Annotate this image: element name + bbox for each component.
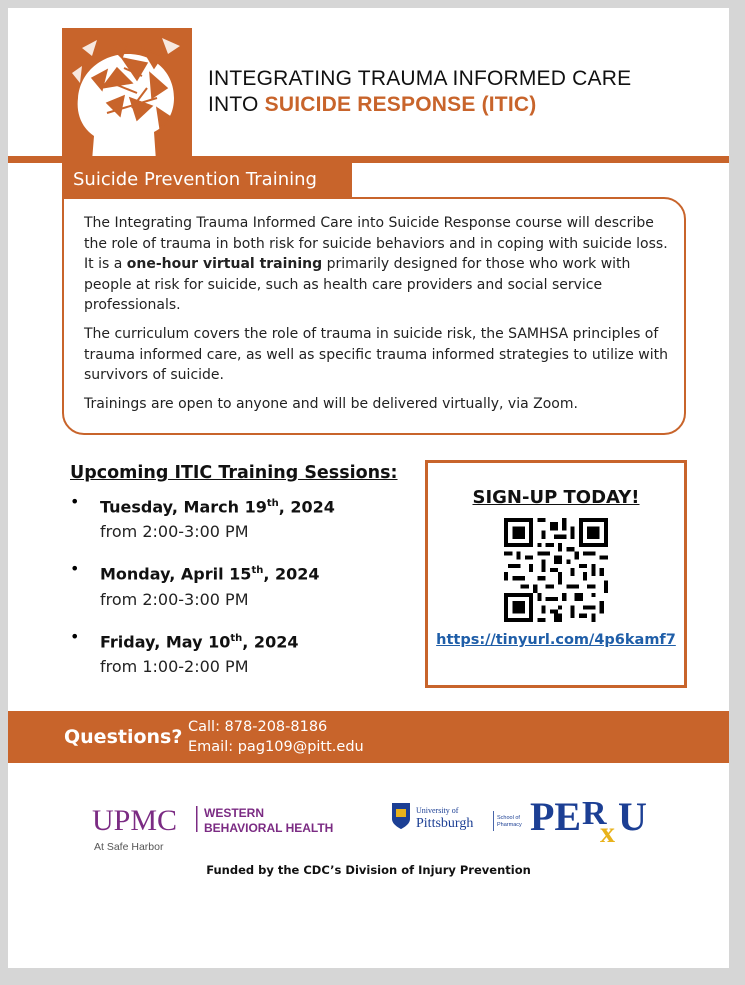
title-line-2: INTO SUICIDE RESPONSE (ITIC) bbox=[208, 93, 537, 116]
title-line-1: INTEGRATING TRAUMA INFORMED CARE bbox=[208, 67, 632, 90]
bullet-icon: • bbox=[70, 626, 80, 646]
svg-text:R: R bbox=[582, 795, 607, 832]
signup-box bbox=[425, 460, 687, 688]
page-title bbox=[208, 66, 631, 118]
pitt-logo bbox=[390, 795, 540, 835]
svg-text:x: x bbox=[600, 816, 615, 849]
sessions-list bbox=[70, 463, 420, 693]
questions-bar bbox=[8, 711, 729, 763]
signup-heading: SIGN-UP TODAY! bbox=[472, 487, 640, 508]
session-time: from 2:00-3:00 PM bbox=[100, 522, 249, 542]
upmc-wordmark: UPMC bbox=[92, 804, 178, 837]
bullet-icon: • bbox=[70, 492, 80, 511]
upmc-subtitle: At Safe Harbor bbox=[94, 841, 164, 853]
title-accent: SUICIDE RESPONSE (ITIC) bbox=[264, 93, 537, 116]
itic-logo bbox=[62, 28, 192, 161]
orange-divider bbox=[8, 156, 729, 163]
head-silhouette-icon bbox=[62, 28, 192, 161]
funding-note: Funded by the CDC’s Division of Injury Prevention bbox=[206, 863, 531, 877]
session-date: Monday, April 15th, 2024 bbox=[100, 564, 320, 584]
description-paragraph-1: The Integrating Trauma Informed Care into Suicide Response course will describe the role of trauma in both risk for suicide behaviors and in coping with suicide loss. It is a one-hour virtual training primarily designed for those who work with people at risk for suicide, such as health care providers and social service professionals. bbox=[84, 215, 668, 314]
contact-phone[interactable]: Call: 878-208-8186 bbox=[188, 719, 328, 735]
pitt-small-text: University of bbox=[416, 806, 459, 815]
session-time: from 2:00-3:00 PM bbox=[100, 589, 249, 609]
upmc-logo bbox=[92, 798, 392, 853]
contact-info bbox=[188, 717, 364, 757]
pitt-school-line-2: Pharmacy bbox=[497, 822, 522, 828]
bullet-icon: • bbox=[70, 559, 80, 579]
svg-text:U: U bbox=[618, 794, 647, 839]
qr-code-icon[interactable] bbox=[504, 518, 608, 622]
flyer-page bbox=[8, 8, 729, 968]
sessions-heading: Upcoming ITIC Training Sessions: bbox=[70, 463, 398, 483]
peru-logo bbox=[530, 792, 660, 852]
session-date: Friday, May 10th, 2024 bbox=[100, 631, 299, 651]
description-paragraph-3: Trainings are open to anyone and will be delivered virtually, via Zoom. bbox=[84, 395, 578, 412]
description-paragraph-2: The curriculum covers the role of trauma in suicide risk, the SAMHSA principles of trauma informed care, as well as specific trauma informed strategies to utilize with survivors of suicide. bbox=[84, 325, 668, 384]
description-box bbox=[62, 197, 686, 435]
session-item bbox=[70, 626, 420, 679]
contact-email[interactable]: Email: pag109@pitt.edu bbox=[188, 739, 364, 755]
svg-text:PE: PE bbox=[530, 794, 582, 839]
pitt-school-line-1: School of bbox=[497, 815, 520, 821]
session-item bbox=[70, 558, 420, 611]
section-tab: Suicide Prevention Training bbox=[62, 163, 352, 197]
session-time: from 1:00-2:00 PM bbox=[100, 656, 249, 676]
session-item bbox=[70, 491, 420, 544]
upmc-division-line-1: WESTERN bbox=[204, 806, 264, 820]
signup-link[interactable]: https://tinyurl.com/4p6kamf7 bbox=[436, 632, 676, 648]
session-date: Tuesday, March 19th, 2024 bbox=[100, 497, 335, 517]
upmc-division-line-2: BEHAVIORAL HEALTH bbox=[204, 821, 334, 835]
questions-label: Questions? bbox=[64, 726, 183, 748]
emphasis-text: one-hour virtual training bbox=[126, 256, 323, 273]
pitt-name: Pittsburgh bbox=[416, 816, 474, 831]
